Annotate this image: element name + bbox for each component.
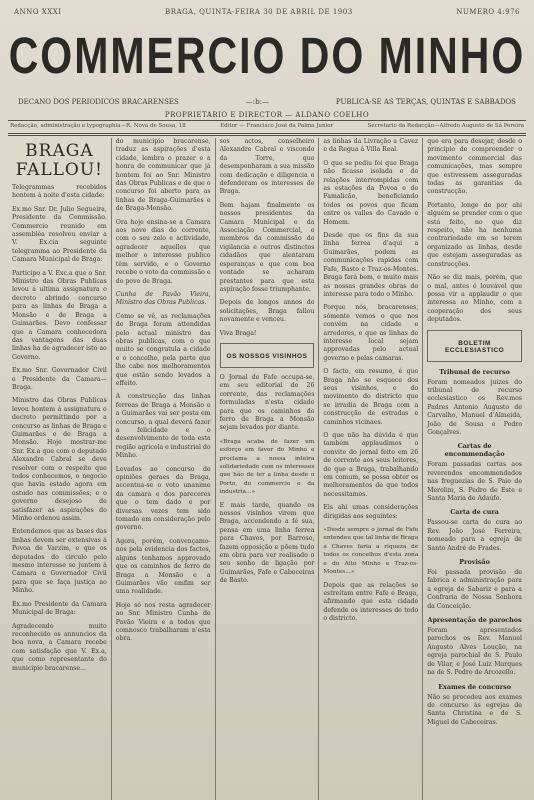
tagline-left: DECANO DOS PERIODICOS BRACARENSES bbox=[18, 98, 179, 106]
paragraph: Cunha de Pavão Vieira, Ministro das Obras Publicas. bbox=[115, 290, 211, 307]
paragraph: Ex.mo Snr. Governador Civil e Presidente da Camara—Braga. bbox=[12, 367, 107, 391]
paragraph: Agora, porém, convençamo-nos pela evidencia dos factos, alguns tenhamos approvado que os caminhos de ferro de Braga a Monsão e a Guimarães vão emfim ser uma realidade. bbox=[115, 537, 211, 596]
paragraph: O Jornal de Fafe occupa-se, em seu editorial de 26 corrente, das reclamações formuladas n'esta cidade para que os caminhos de ferro de Braga a Monsão sejam levados por diante. bbox=[219, 373, 315, 432]
paragraph: sos actos, conselheiro Alexandre Cabral e visconde da Torre, que desempenharam a sua missão com dedicação e diligencia e defenderam os interesses de Braga. bbox=[219, 138, 315, 196]
paragraph: Foram nomeados juizes do tribunal de recurso ecclesiastico os Rev.mos Padres Antonio Augusto de Carvalho, Manuel d'Almeida, João de Sousa e Pedro Gonçalves. bbox=[427, 378, 522, 436]
paragraph: Telegrammas recebidos hontem á noite d'esta cidade: bbox=[12, 184, 107, 200]
paragraph: Porque nós, bracarenses, sómente vemos o que nos convém na cidade e arredores, e que as linhas de interesse local sejam approvadas pelo actual governo e pelas camaras. bbox=[323, 304, 419, 362]
paragraph: O que se pediu foi que Braga não ficasse isolada e de relações interrompidas com as estações da Povoa e de Famalicão, beneficiando todos os povos que ficam entre os valles do Cavado e Homem. bbox=[323, 159, 419, 226]
section-box bbox=[427, 330, 522, 362]
paragraph: O que não ha dúvida é que também applaudimos o convite do jornal feito em 26 de corrente aos seus leitores, de que a Braga, trabalhando em comum, se possa obter os melhoramentos de que todos necessitamos. bbox=[323, 432, 419, 498]
subheading: Provisão bbox=[459, 558, 490, 567]
rule-bottom bbox=[8, 133, 526, 134]
masthead bbox=[0, 18, 534, 85]
column-3 bbox=[216, 138, 320, 800]
issue-number: NUMERO 4:976 bbox=[456, 8, 520, 16]
paragraph: Desde que os fins da sua linha ferrea d'aqui a Guimarães, podem as communicações rapidas com Fafe, Basto e Traz-os-Montes. Braga fará bem, e muito mais as nossas grandes obras de interesse para todo o Minho. bbox=[323, 232, 419, 298]
subheading: Exames de concurso bbox=[438, 682, 511, 691]
paragraph: Não se procedeu aos exames de concurso ás egrejas de Santa Christina e de S. Miguel de Cabeceiras. bbox=[427, 693, 522, 726]
subheading: Cartas de encommendação bbox=[444, 442, 505, 459]
paragraph: Foi passada provisão de fabrica e administração para a egreja de Sabariz e para a Confraria de Nossa Senhora da Conceição. bbox=[427, 569, 522, 610]
paragraph: Foram apresentados parochos os Rev. Manuel Augusto Alves Loução, na egreja parochial de S. Paulo de Vilar, e José Luiz Marques na de S. Pedro de Arcozello. bbox=[427, 627, 522, 677]
paragraph: Participo a V. Exc.a que o Snr. Ministro das Obras Publicas levou á ultima assignatura o decreto abrindo concurso para as linhas de Braga a Monsão e de Braga a Guimarães. Devo confessar que a Camara conhecedora das vantagens das duas linhas ha de agradecer isto ao Governo. bbox=[12, 269, 107, 361]
paragraph: Ex.mo Presidente da Camara Municipal de Braga: bbox=[12, 600, 107, 617]
paragraph: E mais tarde, quando os nossos visinhos virem que Braga, accendendo a fé sua, pensa em uma linha ferrea para Chaves, por Barroso, fazem opposição e põem tudo em obra para ver realisado o seu sonho de ligação por Guimarães, Fafe e Cabeceiras de Basto. bbox=[219, 501, 315, 585]
address-mid: Editor — Francisco José da Palma Junior bbox=[220, 123, 334, 129]
paragraph: Não se diz mais, porém, que o mal, antes é louvável que possa vir a applaudir o que interessa ao Minho, com a cooperação dos seus deputados. bbox=[427, 274, 522, 324]
paragraph: Ora hoje ensina-se a Camara aos nove dias do corrente, com o seu zelo e actividade, agradecer aquelles que melhor o interesse publico têm servido, e o Governo recebe o voto da commissão e do povo de Braga. bbox=[115, 218, 211, 285]
paragraph: Ministro das Obras Publicas levou hontem á assignatura o decreto permittindo por a concurso as linhas de Braga e Guimarães e de Braga a Monsão. Hoje mostrar-me Snr. Ex.a que com o deputado Alexandre Cabral se deve resolver com o respeito que todos conhecemos, o negocio que havia estado agora em estudo nas commissões; e o governo desejoso de satisfazer as aspirações do Minho ordenou assim. bbox=[12, 397, 107, 523]
subheading: Tribunal de recurso bbox=[439, 367, 510, 376]
issue-info-row bbox=[14, 8, 520, 16]
rule-bottom-double bbox=[8, 135, 526, 136]
paragraph: Entendemos que as bases das linhas devem ser extensivas á Povoa de Varzim, e que os deputados do circulo pelo mesmo interesse se juntem á Camara e Governador Civil para que se faça justiça ao Minho. bbox=[12, 528, 107, 595]
section-title: BOLETIM ECCLESIASTICO bbox=[444, 339, 505, 354]
quote: «Desde sempre o jornal de Fafe entendeu que tal linha de Braga a Chaves faria a riqueza de todos os concelhos d'esta zona e do Alto Minho e Traz-os-Montes...» bbox=[323, 527, 419, 576]
issue-date: BRAGA, QUINTA-FEIRA 30 DE ABRIL DE 1903 bbox=[165, 8, 353, 16]
subheading: Apresentação de parochos bbox=[427, 616, 522, 625]
paragraph: Hoje só nos resta agradecer ao Snr. Ministro Cunha de Pavão Vieira e a todos que comnosco trabalharam n'esta obra. bbox=[115, 601, 211, 643]
paragraph: A construcção das linhas ferreas de Braga a Monsão e a Guimarães vai ser posta em concurso, a qual deverá fazer a felicidade e o desenvolvimento de toda esta região agricola e industrial do Minho. bbox=[115, 393, 211, 460]
paragraph: Agradecendo muito reconhecido os annuncios da boa nova, a Camara recebe com satisfação que V. Ex.a, que como representante do municipio bracarense... bbox=[12, 622, 107, 672]
newspaper-title: COMMERCIO DO MINHO bbox=[8, 26, 526, 85]
paragraph: que era para desejar, desde o principio de compreender o movimento commercial das comunicações, mas sempre que estivessem asseguradas todas as garantias da construcção. bbox=[427, 138, 522, 196]
headline: BRAGA FALLOU! bbox=[15, 141, 104, 180]
columns bbox=[8, 138, 526, 800]
tagline-mark: —:b:— bbox=[245, 98, 269, 106]
section-box bbox=[220, 343, 315, 368]
section-title: OS NOSSOS VISINHOS bbox=[226, 352, 308, 360]
column-2 bbox=[112, 138, 216, 800]
owner-line: PROPRIETARIO E DIRECTOR — ALDANO COELHO bbox=[164, 111, 370, 119]
column-5 bbox=[423, 138, 526, 800]
paragraph: Eis ahi umas considerações dirigidas aos seguintes: bbox=[323, 504, 419, 520]
address-right: Secretario da Redacção—Alfredo Augusto de Sá Pereira bbox=[367, 123, 524, 129]
paragraph: Depois que as relações se estreitam entre Fafe e Braga, afirmando que esta cidade defende os interesses de todo o districto. bbox=[323, 581, 419, 623]
paragraph: Como se vê, as reclamações de Braga foram attendidas pelo actual ministro das obras publicas, com o que muito se congratula a cidade e o concelho, pela parte que lhe cabe nos melhoramentos que estão sendo levados a effeito. bbox=[115, 312, 211, 387]
tagline-right: PUBLICA-SE AS TERÇAS, QUINTAS E SABBADOS bbox=[335, 98, 516, 106]
paragraph: Levados ao concurso de opiniões geraes da Braga, accentua-se o voto unanime da camara e dos pareceres que o tem dado e por diversas vezes tem sido tomado em consideração pelo governo. bbox=[115, 465, 211, 532]
subheading: Carta de cura bbox=[450, 508, 499, 517]
address-left: Redacção, administração e typographia—R. Nova de Sousa, 18 bbox=[10, 123, 186, 129]
paragraph: Foram passadas cartas aos reverendos encommendados nas freguezias de S. Paio de Merelim, S. Pedro de Este e Santa Maria de Adaúfe. bbox=[427, 461, 522, 502]
paragraph: do municipio bracarense, traduz as aspirações d'esta cidade, lembra o prazer e a honra de communicar que já hontem foi ao Snr. Ministro das Obras Publicas e de que o concurso foi aberto para as linhas de Braga-Guimarães e de Braga-Monsão. bbox=[115, 138, 211, 213]
column-4 bbox=[319, 138, 423, 800]
paragraph: Passou-se carta de cura ao Rev. João José Ferreira, nomeado para a egreja de Santo André de Frades. bbox=[427, 519, 522, 552]
paragraph: as linhas da Livração a Cavez e da Regua á Villa Real. bbox=[323, 138, 419, 154]
address-row bbox=[10, 123, 524, 129]
paragraph: O facto, em resumo, é que Braga não se esquece dos seus visinhos, e do movimento do districto que se irradia de Braga com a construcção de estradas e caminhos vicinaes. bbox=[323, 368, 419, 426]
paragraph: Bem hajam finalmente os nossos presidentes da Camara Municipal e da Associação Commercial, e membros da commissão de vigilancia e outros distinctos cidadãos que alentaram esperanças e que com boa vontade se acharam prestantes para que esta aspiração fosse triumphante. bbox=[219, 201, 315, 293]
paragraph: Portanto, longe de por ahi alguém se prender com o que está feito, no que diz respeito, não ha nenhuma contrariedade em se terem organizado as linhas, desde que estejam asseguradas as construcções. bbox=[427, 201, 522, 268]
quote: «Braga acaba de fazer um esforço em favor do Minho e proclama a nossa inteira solidariedade com os interesses que hão de ter a linha desde o Porto, do commercio e da industria...» bbox=[219, 438, 315, 496]
issue-year: ANNO XXXI bbox=[14, 8, 62, 16]
paragraph: Viva Braga! bbox=[219, 329, 257, 337]
tagline-row bbox=[18, 98, 516, 106]
paragraph: Ex.mo Snr. Dr. Julio Segueira, Presidente da Commissão. Commercio reunido em assembléa resolveu enviar a V. Ex.cia seguinte telegramma ao Presidente da Camara Municipal de Braga: bbox=[12, 205, 107, 264]
paragraph: Depois de longos annos de solicitações, Braga fallou novamente e venceu. bbox=[219, 299, 315, 324]
rule-top bbox=[8, 120, 526, 121]
column-1 bbox=[8, 138, 112, 800]
